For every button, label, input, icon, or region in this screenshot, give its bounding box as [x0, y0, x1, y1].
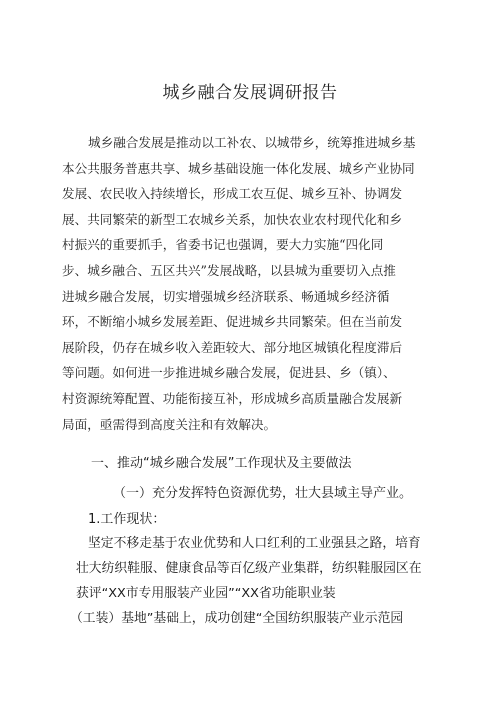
- intro-line: 步、城乡融合、五区共兴”发展战略，以县城为重要切入点推: [62, 262, 396, 278]
- item-heading: 1.工作现状：: [88, 512, 166, 527]
- intro-line: 进城乡融合发展，切实增强城乡经济联系、畅通城乡经济循: [62, 288, 390, 304]
- work-status-paragraph: [70, 531, 436, 631]
- section-heading-1: 一、推动“城乡融合发展”工作现状及主要做法: [91, 456, 352, 471]
- intro-line: 村振兴的重要抓手，省委书记也强调，要大力实施“四化同: [62, 237, 384, 253]
- para-line: 获评“XX市专用服装产业园”“XX省功能职业装: [76, 586, 336, 601]
- para-line: （工装）基地”基础上，成功创建“全国纺织服装产业示范园: [70, 611, 404, 626]
- subsection-heading: （一）充分发挥特色资源优势，壮大县域主导产业。: [113, 486, 413, 501]
- intro-paragraph: [62, 130, 418, 437]
- intro-line: 展、共同繁荣的新型工农城乡关系，加快农业农村现代化和乡: [62, 211, 403, 227]
- intro-line: 发展、农民收入持续增长，形成工农互促、城乡互补、协调发: [62, 186, 403, 202]
- intro-line: 城乡融合发展是推动以工补农、以城带乡，统筹推进城乡基: [88, 135, 416, 150]
- document-title: 城乡融合发展调研报告: [162, 83, 338, 103]
- para-line: 壮大纺织鞋服、健康食品等百亿级产业集群，纺织鞋服园区在: [76, 561, 422, 576]
- intro-line: 本公共服务普惠共享、城乡基础设施一体化发展、城乡产业协同: [62, 160, 415, 176]
- intro-line: 展阶段，仍存在城乡收入差距较大、部分地区城镇化程度滞后: [62, 339, 403, 355]
- intro-line: 村资源统筹配置、功能衔接互补，形成城乡高质量融合发展新: [62, 390, 403, 406]
- intro-line: 等问题。如何进一步推进城乡融合发展，促进县、乡（镇）、: [62, 365, 396, 381]
- intro-line: 环，不断缩小城乡发展差距、促进城乡共同繁荣。但在当前发: [62, 314, 403, 330]
- para-line: 坚定不移走基于农业优势和人口红利的工业强县之路，培育: [88, 536, 421, 551]
- intro-line: 局面，亟需得到高度关注和有效解决。: [62, 416, 277, 432]
